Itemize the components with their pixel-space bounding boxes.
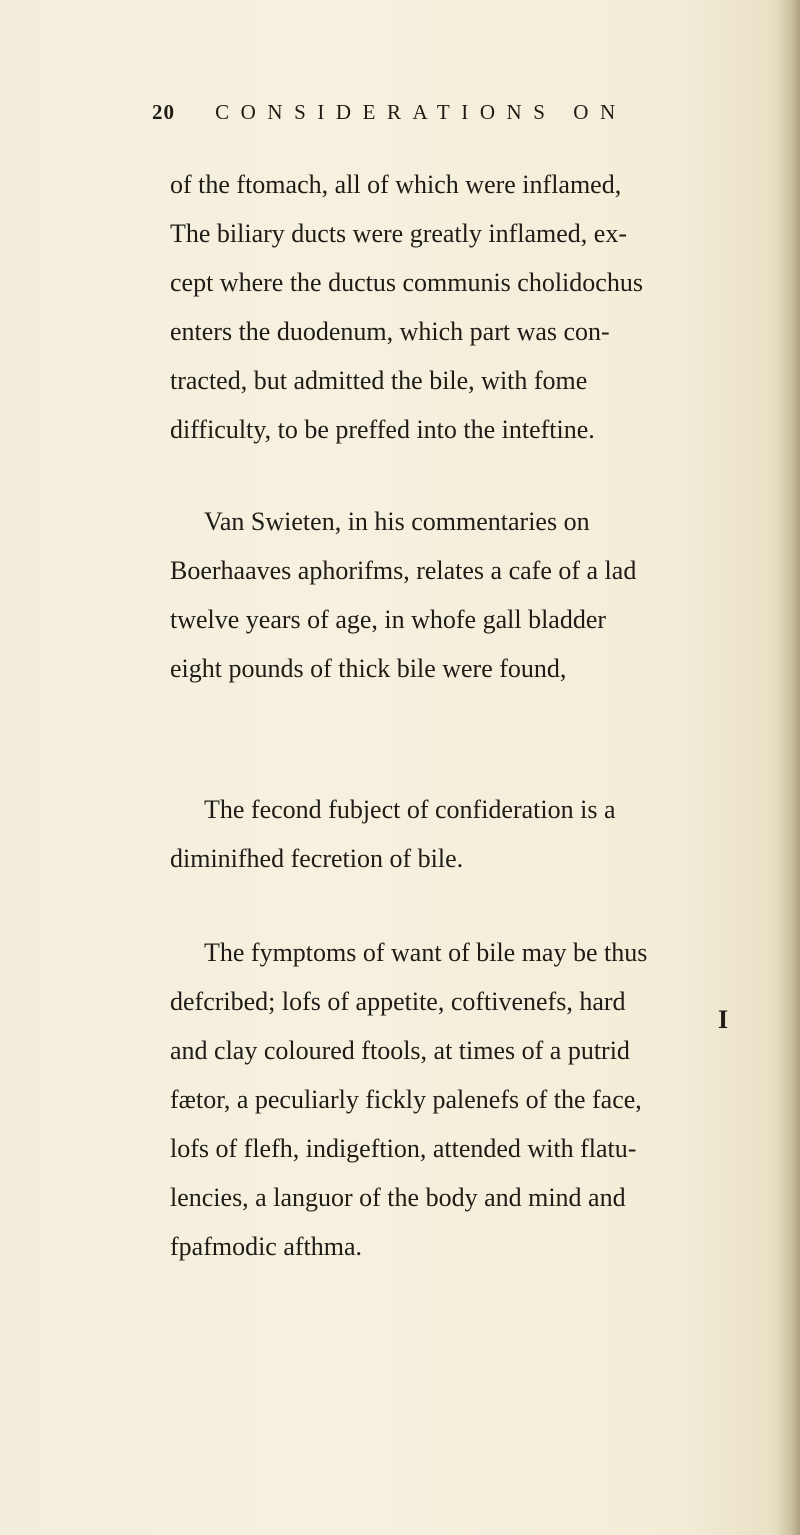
page-number: 20: [152, 100, 176, 124]
paragraph-1: [170, 160, 746, 454]
text-line: of the ftomach, all of which were inflamed,: [170, 170, 622, 199]
text-line: Boerhaaves aphorifms, relates a cafe of a lad: [170, 556, 637, 585]
paragraph-3: [170, 785, 746, 883]
text-line: fpafmodic afthma.: [170, 1232, 363, 1261]
text-line: eight pounds of thick bile were found,: [170, 654, 567, 683]
text-line: The biliary ducts were greatly inflamed, ex-: [170, 219, 627, 248]
text-line: and clay coloured ftools, at times of a putrid: [170, 1036, 630, 1065]
text-line: defcribed; lofs of appetite, coftivenefs, hard: [170, 987, 626, 1016]
text-line: diminifhed fecretion of bile.: [170, 844, 464, 873]
text-line: tracted, but admitted the bile, with fome: [170, 366, 588, 395]
paragraph-4: [170, 928, 746, 1271]
text-line: lofs of flefh, indigeftion, attended with flatu-: [170, 1134, 637, 1163]
running-title: CONSIDERATIONS ON: [215, 100, 627, 124]
text-line: The fymptoms of want of bile may be thus: [204, 938, 648, 967]
text-line: enters the duodenum, which part was con-: [170, 317, 610, 346]
body-text: [170, 160, 746, 1271]
text-line: difficulty, to be preffed into the inteftine.: [170, 415, 595, 444]
text-line: fætor, a peculiarly fickly palenefs of the face,: [170, 1085, 642, 1114]
text-line: lencies, a languor of the body and mind and: [170, 1183, 626, 1212]
paragraph-2: [170, 497, 746, 693]
text-line: Van Swieten, in his commentaries on: [204, 507, 590, 536]
page-edge-shadow: [778, 0, 800, 1535]
text-line: The fecond fubject of confideration is a: [204, 795, 616, 824]
text-line: cept where the ductus communis cholidochus: [170, 268, 643, 297]
catchword: I: [718, 1005, 729, 1034]
text-line: twelve years of age, in whofe gall bladder: [170, 605, 607, 634]
running-head: [152, 100, 712, 140]
